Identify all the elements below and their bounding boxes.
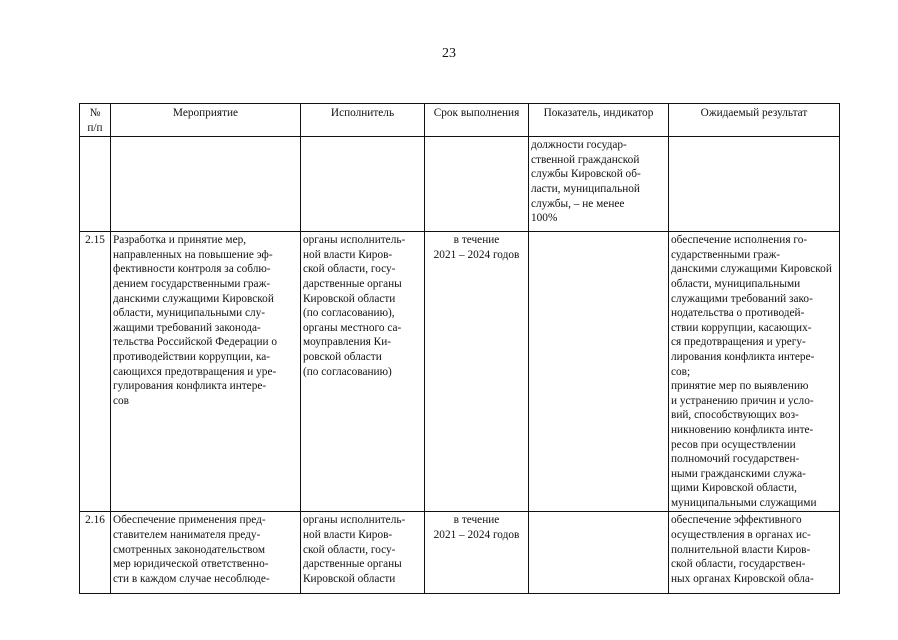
- table-row: [80, 137, 840, 232]
- row-executor: [301, 137, 425, 232]
- row-indicator: [529, 512, 669, 594]
- measures-table: [79, 103, 840, 594]
- row-activity: Разработка и принятие мер, направленных на повышение эф- фективности контроля за соблю- дением государственными граж- данскими служащими Кировской области, муниципальными слу- жащими требований законода- тельства Российской Федерации о противодействии коррупции, ка- сающихся предотвращения и уре- гулирования конфликта интере- сов: [111, 232, 301, 512]
- row-result: [669, 137, 840, 232]
- row-num: [80, 137, 111, 232]
- header-executor: Исполнитель: [301, 104, 425, 137]
- row-num: 2.15: [80, 232, 111, 512]
- row-deadline: в течение 2021 – 2024 годов: [425, 232, 529, 512]
- row-activity: Обеспечение применения пред- ставителем нанимателя преду- смотренных законодательством мер юридической ответственно- сти в каждом случае несоблюде-: [111, 512, 301, 594]
- row-indicator: [529, 232, 669, 512]
- header-result: Ожидаемый результат: [669, 104, 840, 137]
- header-indicator: Показатель, индикатор: [529, 104, 669, 137]
- row-deadline: [425, 137, 529, 232]
- row-result: обеспечение эффективного осуществления в органах ис- полнительной власти Киров- ской области, государствен- ных органах Кировской обла-: [669, 512, 840, 594]
- table-row: [80, 512, 840, 594]
- row-activity: [111, 137, 301, 232]
- row-executor: органы исполнитель- ной власти Киров- ской области, госу- дарственные органы Кировской области: [301, 512, 425, 594]
- page-number: 23: [442, 46, 456, 61]
- row-deadline: в течение 2021 – 2024 годов: [425, 512, 529, 594]
- header-activity: Мероприятие: [111, 104, 301, 137]
- table-row: [80, 232, 840, 512]
- header-num: № п/п: [80, 104, 111, 137]
- row-indicator: должности государ- ственной гражданской службы Кировской об- ласти, муниципальной службы, – не менее 100%: [529, 137, 669, 232]
- row-result: обеспечение исполнения го- сударственными граж- данскими служащими Кировской области, муниципальными служащими требований зако- нодательства о противодей- ствии коррупции, касающих- ся предотвращения и урегу- лирования конфликта интере- сов; принятие мер по выявлению и устранению причин и усло- вий, способствующих воз- никновению конфликта инте- ресов при осуществлении полномочий государствен- ными гражданскими служа- щими Кировской области, муниципальными служащими: [669, 232, 840, 512]
- row-num: 2.16: [80, 512, 111, 594]
- table-header-row: [80, 104, 840, 137]
- row-executor: органы исполнитель- ной власти Киров- ской области, госу- дарственные органы Кировской области (по согласованию), органы местного са- моуправления Ки- ровской области (по согласованию): [301, 232, 425, 512]
- header-deadline: Срок выполнения: [425, 104, 529, 137]
